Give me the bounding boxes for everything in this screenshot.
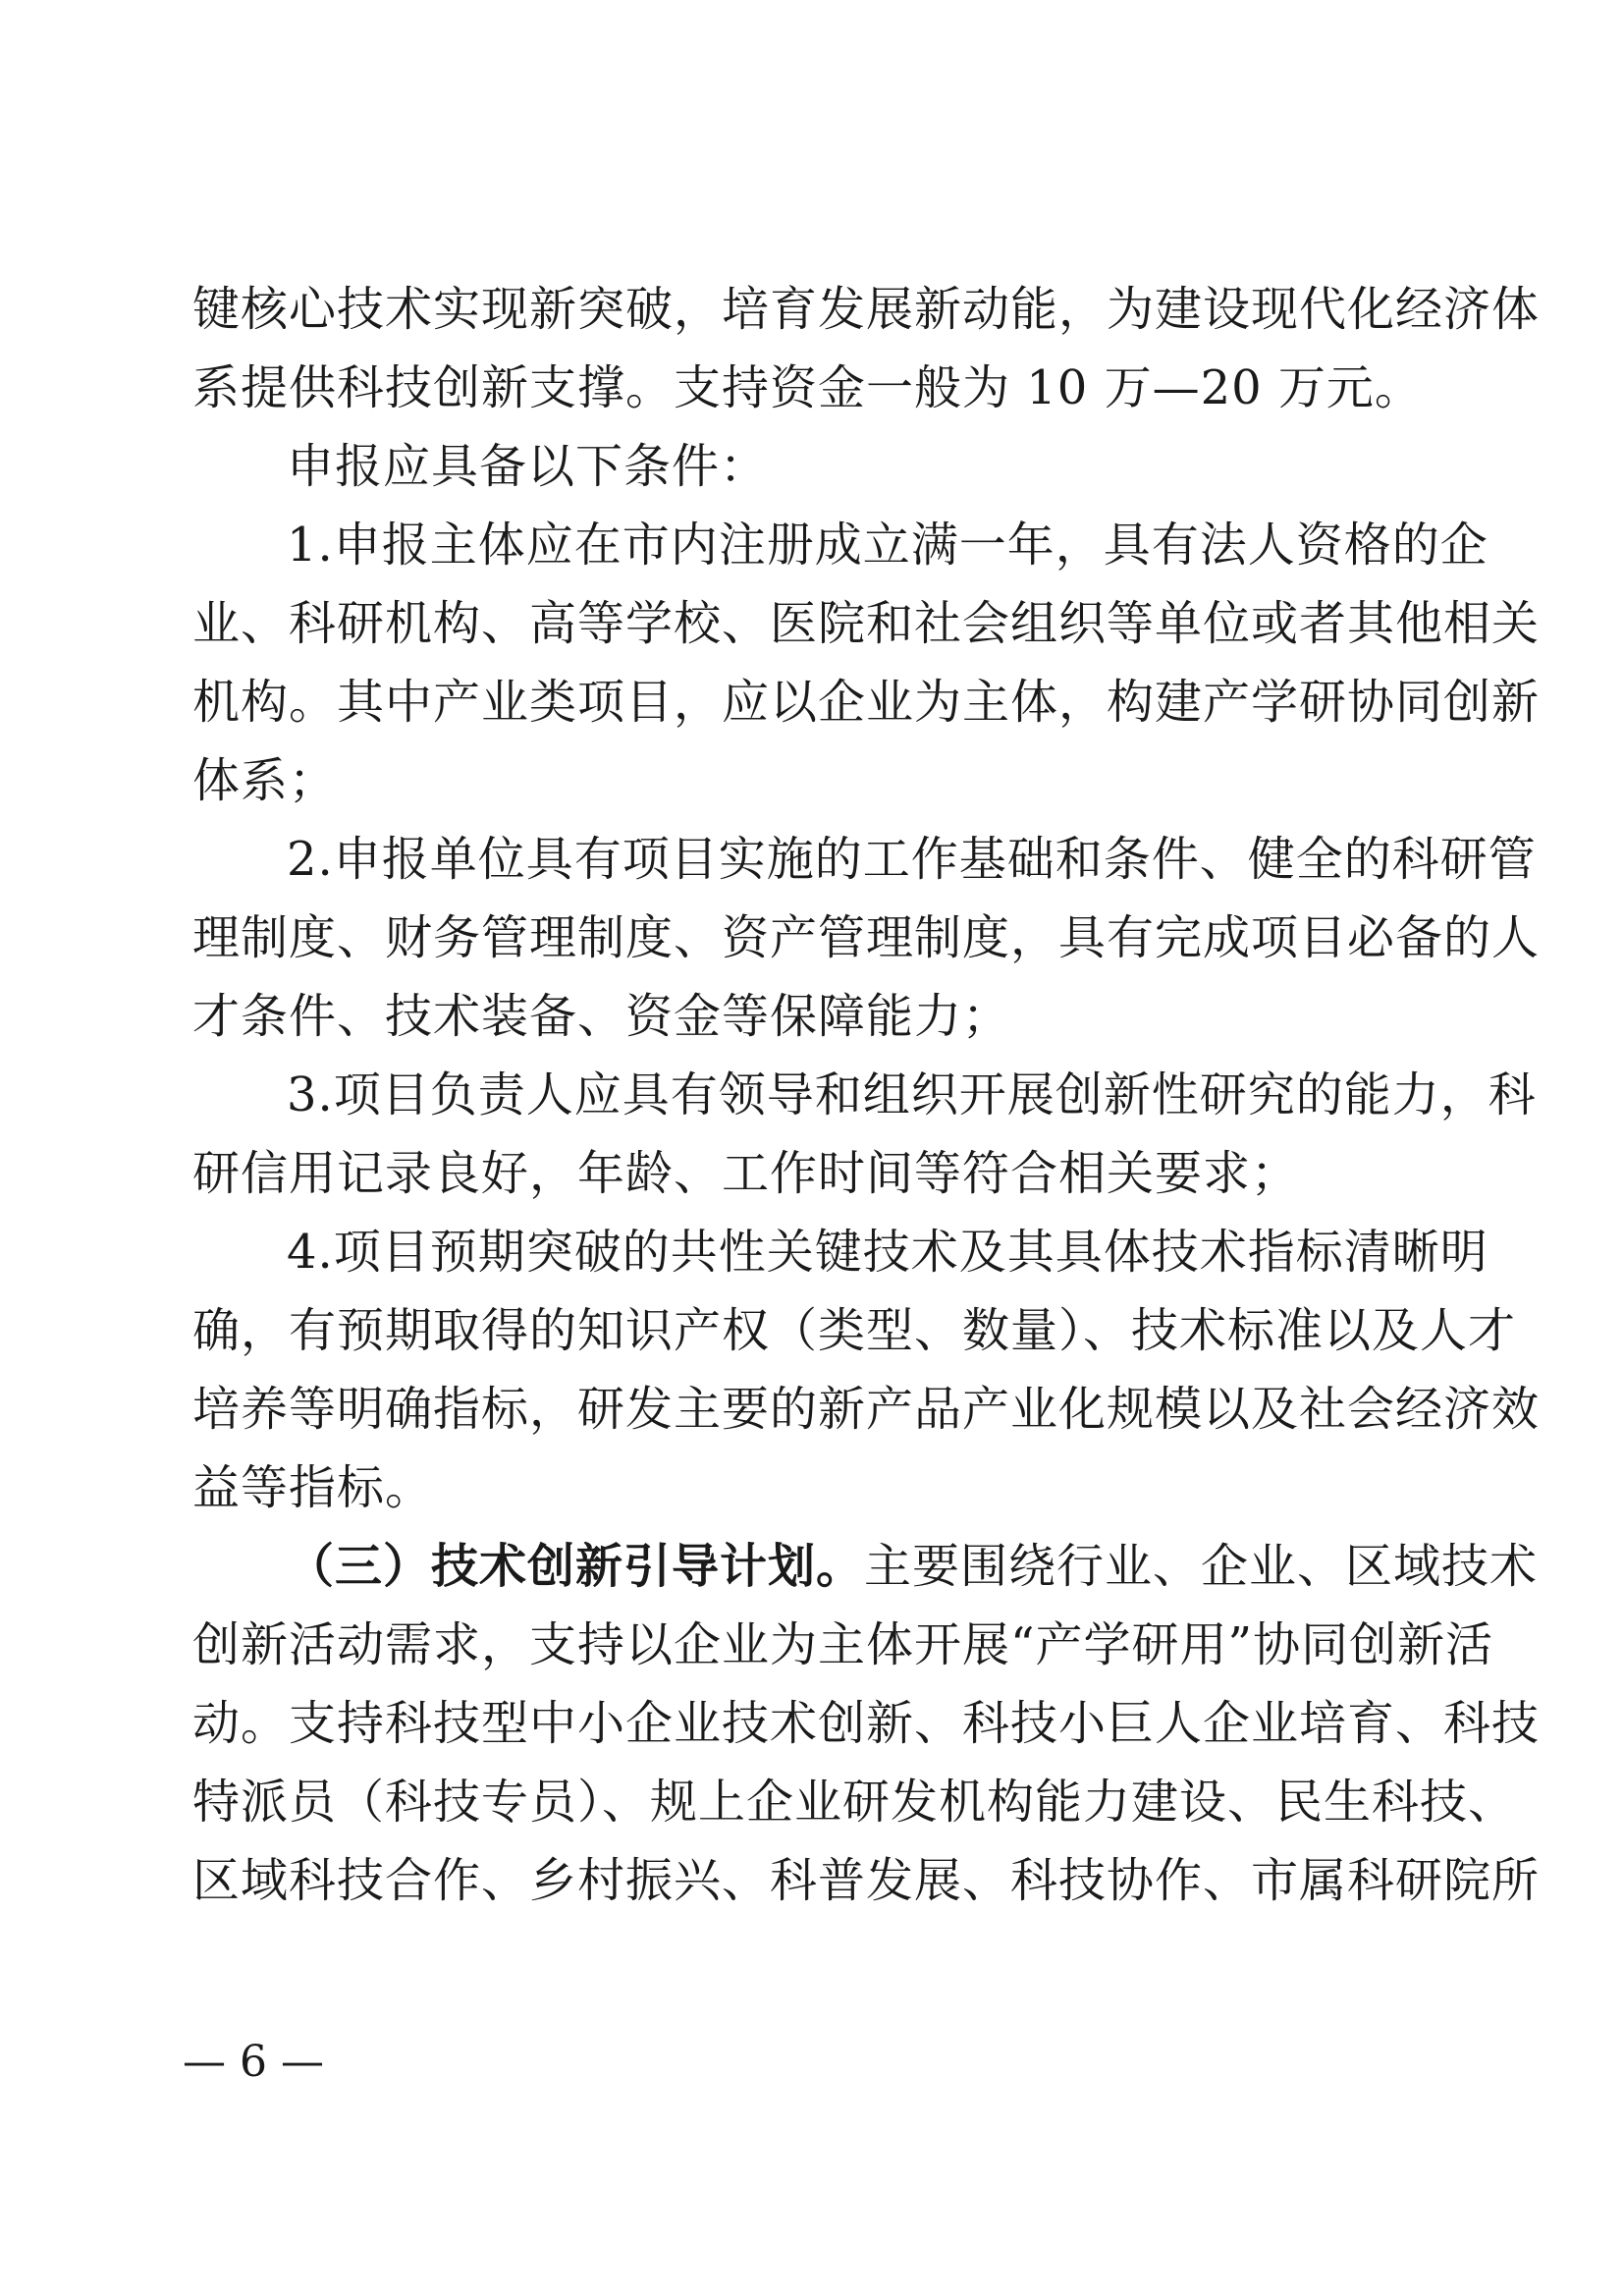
paragraph-line: 4.项目预期突破的共性关键技术及其具体技术指标清晰明 — [287, 1225, 1488, 1280]
section-heading-rest: 主要围绕行业、企业、区域技术 — [864, 1539, 1539, 1594]
paragraph-line: 创新活动需求，支持以企业为主体开展“产学研用”协同创新活 — [192, 1617, 1494, 1672]
paragraph-line: 动。支持科技型中小企业技术创新、科技小巨人企业培育、科技 — [192, 1696, 1541, 1751]
paragraph-line: 申报应具备以下条件： — [287, 439, 769, 494]
paragraph-line: 机构。其中产业类项目，应以企业为主体，构建产学研协同创新 — [192, 675, 1541, 730]
paragraph-line: 键核心技术实现新突破，培育发展新动能，为建设现代化经济体 — [192, 282, 1541, 337]
paragraph-line: 益等指标。 — [192, 1460, 434, 1515]
document-body — [192, 270, 1541, 1920]
section-heading-line — [192, 1527, 1539, 1606]
paragraph-line: 1.申报主体应在市内注册成立满一年，具有法人资格的企 — [287, 518, 1488, 573]
paragraph-line: 2.申报单位具有项目实施的工作基础和条件、健全的科研管 — [287, 832, 1537, 887]
paragraph-line: 3.项目负责人应具有领导和组织开展创新性研究的能力，科 — [287, 1067, 1537, 1122]
page-number: — 6 — — [183, 2037, 324, 2087]
paragraph-line: 业、科研机构、高等学校、医院和社会组织等单位或者其他相关 — [192, 596, 1541, 651]
paragraph-line: 特派员（科技专员）、规上企业研发机构能力建设、民生科技、 — [192, 1775, 1517, 1830]
section-heading: （三）技术创新引导计划。 — [287, 1539, 865, 1594]
paragraph-line: 研信用记录良好，年龄、工作时间等符合相关要求； — [192, 1146, 1300, 1201]
paragraph-line: 系提供科技创新支撑。支持资金一般为 10 万—20 万元。 — [192, 360, 1423, 415]
paragraph-line: 区域科技合作、乡村振兴、科普发展、科技协作、市属科研院所 — [192, 1853, 1541, 1908]
paragraph-line: 才条件、技术装备、资金等保障能力； — [192, 989, 1011, 1044]
paragraph-line: 体系； — [192, 753, 338, 808]
paragraph-line: 确，有预期取得的知识产权（类型、数量）、技术标准以及人才 — [192, 1303, 1517, 1358]
paragraph-line: 培养等明确指标，研发主要的新产品产业化规模以及社会经济效 — [192, 1382, 1541, 1437]
paragraph-line: 理制度、财务管理制度、资产管理制度，具有完成项目必备的人 — [192, 910, 1541, 965]
